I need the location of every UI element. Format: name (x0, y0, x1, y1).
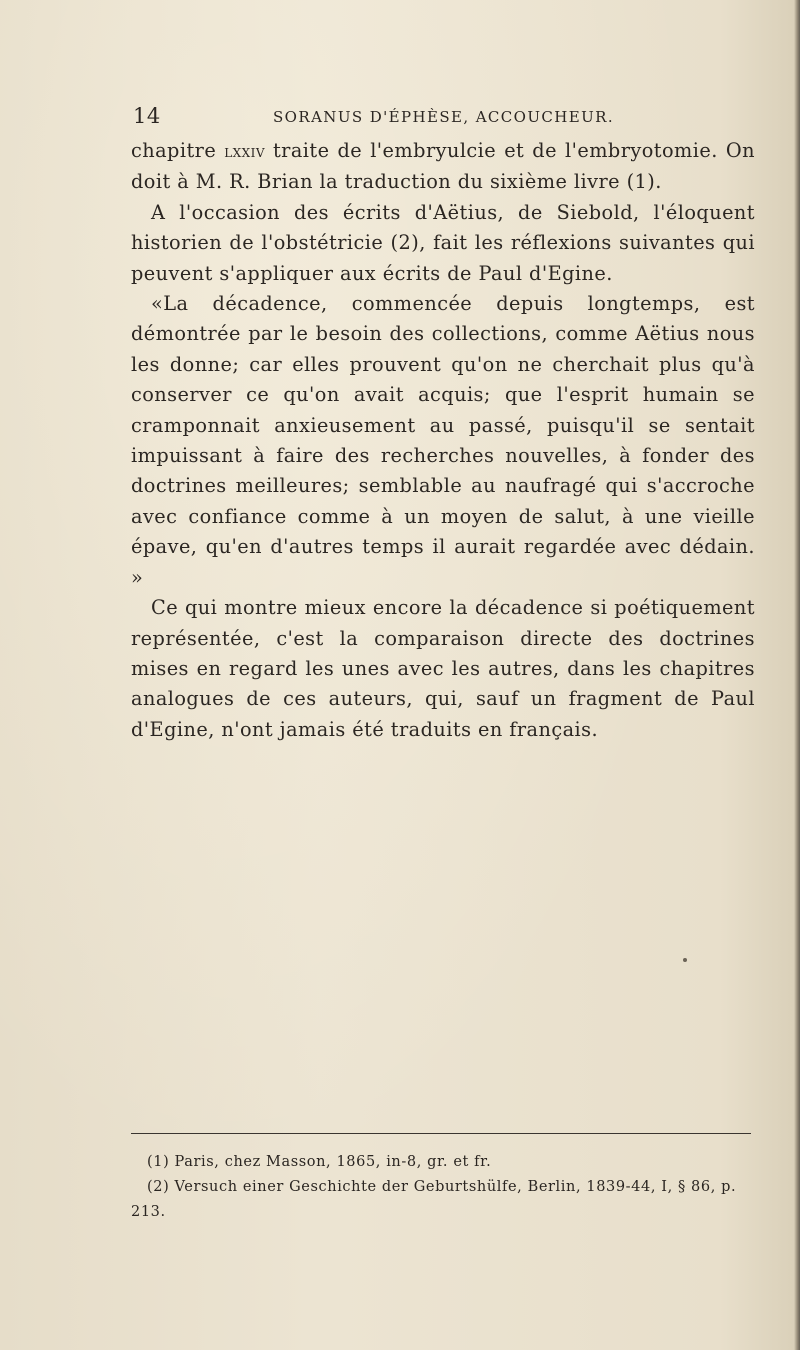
chapter-numeral: lxxiv (224, 142, 265, 162)
page-edge-shadow (794, 0, 800, 1350)
footnote-divider (131, 1133, 751, 1134)
paragraph-3-quotation: «La décadence, commencée depuis longtemps, est démontrée par le besoin des collections, comme Aëtius nous les donne; car elles prouvent qu'on ne cherchait plus qu'à conserver ce qu'on avait acquis; que l'esprit humain se cramponnait anxieusement au passé, puisqu'il se sentait impuissant à faire des recherches nouvelles, à fonder des doctrines meilleures; semblable au naufragé qui s'accroche avec confiance comme à un moyen de salut, à une vieille épave, qu'en d'autres temps il aurait regardée avec dédain. » (131, 292, 755, 589)
page-header (133, 104, 753, 134)
paragraph-1-rest: traite de l'embryulcie et de l'embryotomie. On doit à M. R. Brian la traduction du sixième livre (1). (131, 139, 755, 194)
footnotes (131, 1150, 755, 1225)
page-number: 14 (133, 104, 161, 128)
footnote-1: (1) Paris, chez Masson, 1865, in-8, gr. et fr. (147, 1154, 492, 1170)
running-title: SORANUS D'ÉPHÈSE, ACCOUCHEUR. (273, 108, 615, 126)
paragraph-4: Ce qui montre mieux encore la décadence si poétiquement représentée, c'est la comparaison directe des doctrines mises en regard les unes avec les autres, dans les chapitres analogues de ces auteurs, qui, sauf un fragment de Paul d'Egine, n'ont jamais été traduits en français. (131, 596, 755, 741)
paper-speck (683, 958, 687, 962)
paragraph-2: A l'occasion des écrits d'Aëtius, de Siebold, l'éloquent historien de l'obstétricie (2), fait les réflexions suivantes qui peuvent s'appliquer aux écrits de Paul d'Egine. (131, 200, 755, 285)
paragraph-1 (131, 136, 755, 198)
body-text (131, 136, 755, 745)
paragraph-1-start: chapitre (131, 139, 225, 162)
footnote-2: (2) Versuch einer Geschichte der Geburtshülfe, Berlin, 1839-44, I, § 86, p. 213. (131, 1179, 737, 1220)
